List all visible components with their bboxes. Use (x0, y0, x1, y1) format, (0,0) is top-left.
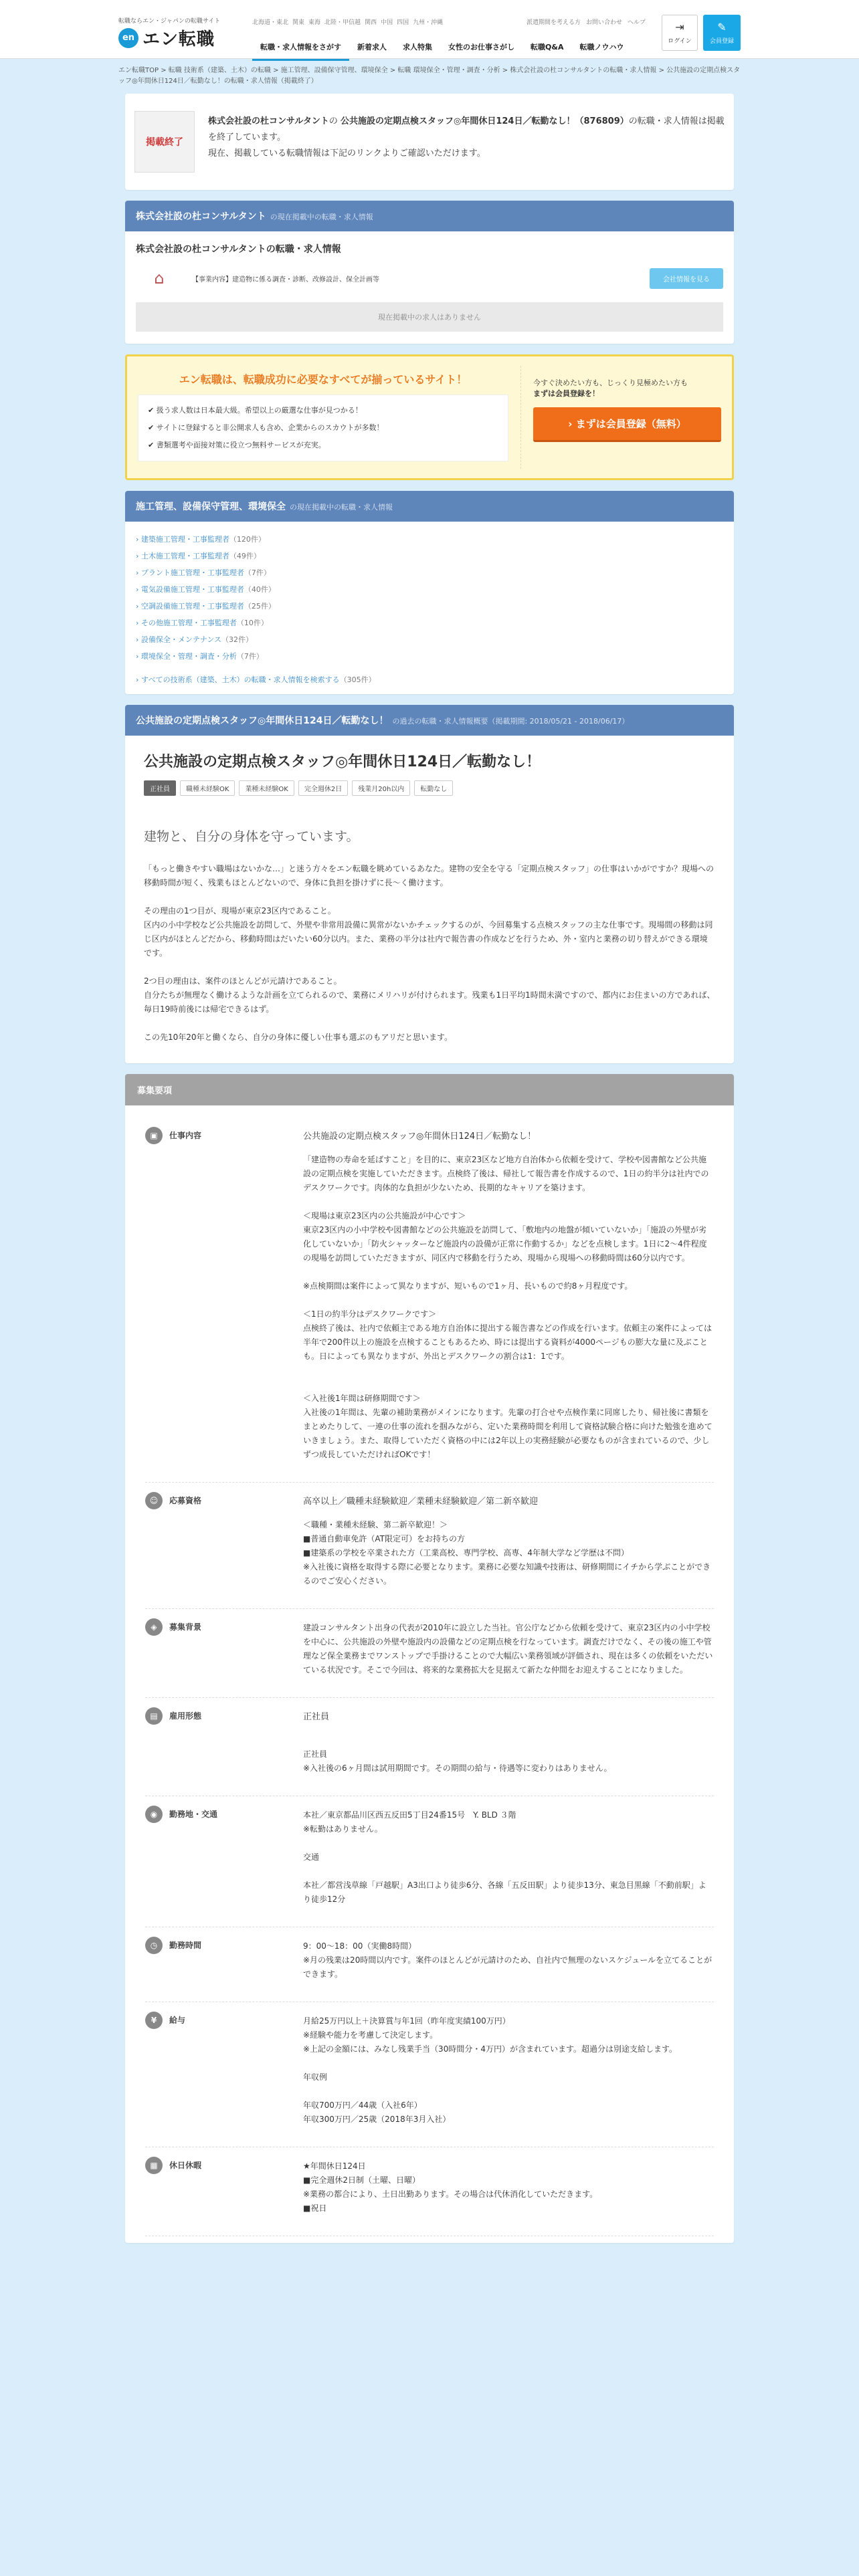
category-label[interactable]: 電気設備施工管理・工事監理者 (140, 585, 244, 594)
promo-title: エン転職は、転職成功に必要なすべてが揃っているサイト！ (179, 373, 468, 386)
employment-icon: ▤ (145, 1707, 163, 1725)
promo-right-line-1: 今すぐ決めたい方も、じっくり見極めたい方も (533, 379, 688, 387)
register-button[interactable] (703, 15, 741, 51)
job-tag: 転勤なし (414, 780, 453, 796)
requirement-label: 仕事内容 (169, 1131, 202, 1140)
job-section-header (125, 705, 734, 736)
requirement-text: ★年間休日124日 ■完全週休2日制（土曜、日曜） ※業務の都合により、土日出勤あります。その場合は代休消化していただきます。 ■祝日 (303, 2161, 598, 2213)
category-label[interactable]: その他施工管理・工事監理者 (140, 619, 237, 627)
promo-right-line-2: まずは会員登録を！ (533, 389, 599, 398)
job-tag: 業種未経験OK (239, 780, 294, 796)
requirement-label: 給与 (169, 2016, 186, 2025)
site-header (0, 0, 859, 59)
closed-text-1: の (328, 116, 338, 126)
requirement-row (145, 2002, 714, 2147)
requirement-text: 本社／東京都品川区西五反田5丁目24番15号 Y. BLD ３階 ※転勤はありません。 交通 本社／都営浅草線「戸越駅」A3出口より徒歩6分、各線「五反田駅」より徒歩13分、東急目黒線「不動前駅」より徒歩12分 (303, 1810, 706, 1904)
requirement-row (145, 1483, 714, 1609)
requirement-lead: 正社員 (303, 1712, 330, 1722)
category-section-title[interactable]: 施工管理、設備保守管理、環境保全 (136, 502, 286, 512)
no-jobs-message: 現在掲載中の求人はありません (136, 302, 723, 332)
category-link[interactable]: › 電気設備施工管理・工事監理者（40件） (136, 585, 276, 594)
requirement-label: 募集背景 (169, 1622, 202, 1632)
category-link[interactable]: › 土木施工管理・工事監理者（49件） (136, 552, 261, 560)
region-link[interactable]: 北海道・東北 (252, 19, 289, 26)
promo-item-text: サイトに登録すると非公開求人も含め、企業からのスカウトが多数！ (156, 423, 384, 432)
nav-item-women[interactable]: 女性のお仕事さがし (448, 43, 514, 51)
region-link[interactable]: 東海 (308, 19, 321, 26)
signup-promo (125, 354, 734, 480)
category-link[interactable]: › 環境保全・管理・調査・分析（7件） (136, 652, 264, 661)
requirement-text: 建設コンサルタント出身の代表が2010年に設立した当社。官公庁などから依頼を受けて、東京23区内の小中学校を中心に、公共施設の外壁や施設内の設備などの定期点検を行なっています。調査だけでなく、その後の施工や管理など保全業務までワンストップで手掛けることので大幅広い業務領域が評価され、現在は多くの依頼をいただいている状況です。そこで今回は、将来的な業務拡大を見据えて新たな仲間をお迎えすることになりました。 (303, 1623, 713, 1675)
logo-tagline: 転職ならエン・ジャパンの転職サイト (118, 18, 221, 25)
check-icon: ✔ (148, 441, 157, 449)
region-link[interactable]: 北陸・甲信越 (324, 19, 361, 26)
top-link[interactable]: ヘルプ (628, 19, 646, 26)
closed-company: 株式会社設の杜コンサルタント (208, 116, 329, 126)
logo-text: エン転職 (142, 29, 215, 49)
requirement-text: ＜職種・業種未経験、第二新卒歓迎！＞ ■普通自動車免許（AT限定可）をお持ちの方 ■建築系の学校を卒業された方（工業高校、専門学校、高専、4年制大学など学歴は不問） ※入社後に資格を取得する際に必要となります。業務に必要な知識や技術は、研修期間にイチから学ぶことができるのでご安心ください。 (303, 1520, 711, 1586)
requirement-row (145, 1796, 714, 1927)
promo-item (148, 437, 498, 454)
clock-icon: ◷ (145, 1937, 163, 1954)
category-link[interactable]: › 設備保全・メンテナンス（32件） (136, 635, 254, 644)
requirement-text: 9：00～18：00（実働8時間） ※月の残業は20時間以内です。案件のほとんどが元請けのため、自社内で無理のないスケジュールを立てることができます。 (303, 1941, 712, 1979)
top-links (527, 17, 646, 26)
category-count: （10件） (236, 619, 268, 627)
category-count: （7件） (236, 652, 264, 661)
breadcrumb[interactable]: エン転職TOP > 転職 技術系（建築、土木）の転職 > 施工管理、設備保守管理、環境保全 > 転職 環境保全・管理・調査・分析 > 株式会社設の杜コンサルタントの転職・求人情報 > 公共施設の定期点検スタッフ◎年間休日124日／転勤なし！の転職・求人情報（掲載終了） (118, 67, 741, 85)
megaphone-icon: ◈ (145, 1618, 163, 1636)
category-link[interactable]: › 空調設備施工管理・工事監理者（25件） (136, 602, 276, 611)
job-tag: 残業月20h以内 (352, 780, 410, 796)
nav-item-qa[interactable]: 転職Q&A (531, 43, 564, 51)
requirement-text: 月給25万円以上＋決算賞与年1回（昨年度実績100万円） ※経験や能力を考慮して決定します。 ※上記の金額には、みなし残業手当（30時間分・4万円）が含まれています。超過分は別途支給します。 年収例 年収700万円／44歳（入社6年） 年収300万円／25歳（2018年3月入社） (303, 2016, 678, 2124)
company-description: 【事業内容】建造物に係る調査・診断、改修設計、保全計画等 (192, 276, 379, 284)
promo-right-text (533, 378, 721, 399)
requirement-lead: 公共施設の定期点検スタッフ◎年間休日124日／転勤なし！ (303, 1132, 537, 1142)
requirement-row (145, 2147, 714, 2236)
closed-text-2: の転職・求人情報は掲載を終了しています。 (208, 116, 725, 142)
region-link[interactable]: 中国 (381, 19, 393, 26)
category-link[interactable]: › その他施工管理・工事監理者（10件） (136, 619, 268, 627)
job-title: 公共施設の定期点検スタッフ◎年間休日124日／転勤なし！ (144, 754, 541, 770)
category-label[interactable]: 設備保全・メンテナンス (140, 635, 222, 644)
company-info-button[interactable]: 会社情報を見る (650, 268, 723, 289)
requirement-row (145, 1117, 714, 1483)
category-section-header (125, 491, 734, 522)
job-tags (144, 780, 715, 796)
requirement-lead: 高卒以上／職種未経験歓迎／業種未経験歓迎／第二新卒歓迎 (303, 1497, 539, 1507)
signup-cta-button[interactable]: › まずは会員登録（無料） (533, 407, 721, 442)
category-section (125, 491, 734, 694)
company-section (125, 201, 734, 344)
briefcase-icon: ▣ (145, 1127, 163, 1144)
requirement-row (145, 1609, 714, 1698)
category-label[interactable]: 建築施工管理・工事監理者 (140, 535, 229, 544)
nav-item-knowhow[interactable]: 転職ノウハウ (579, 43, 624, 51)
all-category-link[interactable]: › すべての技術系（建築、土木）の転職・求人情報を検索する（305件） (136, 675, 376, 684)
region-link[interactable]: 九州・沖縄 (413, 19, 444, 26)
closed-badge: 掲載終了 (134, 111, 195, 173)
closed-text (208, 111, 725, 162)
site-logo[interactable] (118, 25, 215, 50)
check-icon: ✔ (148, 406, 157, 415)
company-section-header (125, 201, 734, 231)
job-tag: 正社員 (144, 780, 176, 796)
job-section-subtitle: の過去の転職・求人情報概要（掲載期間: 2018/05/21 - 2018/06/17） (392, 717, 630, 726)
top-link[interactable]: お問い合わせ (586, 19, 623, 26)
main-nav (252, 39, 632, 61)
calendar-icon: ▦ (145, 2157, 163, 2174)
requirement-row (145, 1927, 714, 2002)
category-link[interactable]: › プラント施工管理・工事監理者（7件） (136, 568, 271, 577)
region-link[interactable]: 関西 (365, 19, 377, 26)
requirement-label: 応募資格 (169, 1496, 202, 1505)
nav-item-search[interactable]: 転職・求人情報をさがす (252, 39, 349, 61)
category-count: （49件） (229, 552, 261, 560)
requirement-label: 雇用形態 (169, 1711, 202, 1721)
logo-mark-icon: en (118, 28, 138, 48)
promo-item-text: 扱う求人数は日本最大級。希望以上の厳選な仕事が見つかる！ (156, 406, 363, 415)
company-logo: ⌂ (154, 269, 165, 288)
requirement-text: 「建造物の寿命を延ばすこと」を目的に、東京23区など地方自治体から依頼を受けて、学校や図書館など公共施設の定期点検を実施していただきます。点検終了後は、帰社して報告書を作成するので、1日の約半分は社内でのデスクワークです。肉体的な負担が少ないため、長期的なキャリアを築けます。 ＜現場は東京23区内の公共施設が中心です＞ 東京23区内の小中学校や図書館などの公共施設を訪問して、「敷地内の地盤が傾いていないか」「施設の外壁が劣化していないか」「防火シャッターなど施設内の設備が正常に作動するか」などを点検します。1日に2～4件程度の現場を訪問していただきますが、同区内で移動を行うため、現場から現場への移動時間は60分以内です。 ※点検期間は案件によって異なりますが、短いもので1ヶ月、長いもので約8ヶ月程度です。 ＜1日の約半分はデスクワークです＞ 点検終了後は、社内で依頼主である地方自治体に提出する報告書などの作成を行います。依頼主の案件によっては半年で200件以上の施設を点検することもあるため、時には提出する資料が4000ページもの膨大な量に及ぶことも。日によっても異なりますが、外出とデスクワークの割合は1：1です。 ＜入社後1年間は研修期間です＞ 入社後の1年間は、先輩の補助業務がメインになります。先輩の打合せや点検作業に同席したり、帰社後に書類をまとめたりして、一連の仕事の流れを掴みながら、定いた業務時間を利用して資格試験合格に向けた勉強を進めていきましょう。また、取得していただく資格の中には2年以上の実務経験が必要なものが含まれているので、少しずつ成長していただければOKです！ (303, 1155, 712, 1459)
category-count: （7件） (244, 568, 271, 577)
requirement-label: 勤務地・交通 (169, 1810, 218, 1819)
closed-job-title: 公共施設の定期点検スタッフ◎年間休日124日／転勤なし！（876809） (341, 116, 629, 126)
job-summary-section (125, 705, 734, 1063)
requirement-row (145, 1698, 714, 1796)
category-count: （40件） (244, 585, 276, 594)
company-section-subtitle: の現在掲載中の転職・求人情報 (270, 213, 373, 221)
job-tag: 完全週休2日 (298, 780, 348, 796)
yen-icon: ¥ (145, 2012, 163, 2029)
region-link[interactable]: 関東 (292, 19, 305, 26)
promo-item-text: 書類選考や面接対策に役立つ無料サービスが充実。 (156, 441, 326, 449)
category-label[interactable]: 土木施工管理・工事監理者 (140, 552, 229, 560)
job-catchphrase: 建物と、自分の身体を守っています。 (144, 829, 359, 844)
login-icon: ⇥ (675, 21, 684, 33)
nav-item-new[interactable]: 新着求人 (357, 43, 387, 51)
requirements-header: 募集要項 (125, 1074, 734, 1105)
requirement-label: 休日休暇 (169, 2161, 202, 2170)
region-links (252, 17, 443, 26)
job-description: 「もっと働きやすい職場はないかな…」と迷う方々をエン転職を眺めているあなた。建物の安全を守る「定期点検スタッフ」の仕事はいかがですか？現場への移動時間が短く、残業もほとんどないので、身体に負担を掛けずに長～く働けます。 その理由の1つ目が、現場が東京23区内であること。 区内の小中学校など公共施設を訪問して、外壁や非常用設備に異常がないかチェックするのが、今回募集する点検スタッフの主な仕事です。現場間の移動は同じ区内がほとんどだから、移動時間はだいたい60分以内。また、業務の半分は社内で報告書の作成などを行うため、外・室内と業務の切り替えができる環境です。 2つ目の理由は、案件のほとんどが元請けであること。 自分たちが無理なく働けるような計画を立てられるので、業務にメリハリが付けられます。残業も1日平均1時間未満ですので、都内にお住まいの方であれば、毎日19時前後には帰宅できるはず。 この先10年20年と働くなら、自分の身体に優しい仕事も選ぶのもアリだと思います。 (144, 864, 715, 1042)
check-icon: ✔ (148, 423, 157, 432)
category-count: （120件） (229, 535, 266, 544)
nav-item-feature[interactable]: 求人特集 (403, 43, 432, 51)
login-label: ログイン (668, 38, 692, 45)
requirement-text: 正社員 ※入社後の6ヶ月間は試用期間です。その期間の給与・待遇等に変わりはありません。 (303, 1749, 612, 1773)
category-label[interactable]: 空調設備施工管理・工事監理者 (140, 602, 244, 611)
category-count: （32件） (221, 635, 254, 644)
promo-item (148, 419, 498, 437)
category-label[interactable]: 環境保全・管理・調査・分析 (140, 652, 237, 661)
requirements-section (125, 1074, 734, 2243)
category-label[interactable]: プラント施工管理・工事監理者 (140, 568, 244, 577)
closed-notice (125, 94, 734, 190)
all-category-count: （305件） (339, 675, 376, 684)
category-section-subtitle: の現在掲載中の転職・求人情報 (290, 503, 393, 512)
login-button[interactable] (662, 15, 698, 51)
company-title: 株式会社設の杜コンサルタントの転職・求人情報 (136, 244, 341, 255)
category-count: （25件） (244, 602, 276, 611)
register-label: 会員登録 (709, 38, 734, 45)
top-link[interactable]: 派遣期間を考える方 (527, 19, 581, 26)
job-tag: 職種未経験OK (180, 780, 235, 796)
location-icon: ◉ (145, 1806, 163, 1823)
company-section-title[interactable]: 株式会社設の杜コンサルタント (136, 211, 266, 222)
category-link[interactable]: › 建築施工管理・工事監理者（120件） (136, 535, 266, 544)
promo-item (148, 402, 498, 419)
requirement-label: 勤務時間 (169, 1941, 202, 1950)
region-link[interactable]: 四国 (397, 19, 409, 26)
closed-text-3: 現在、掲載している転職情報は下記のリンクよりご確認いただけます。 (208, 148, 486, 158)
promo-list (138, 395, 508, 461)
all-category-label[interactable]: すべての技術系（建築、土木）の転職・求人情報を検索する (140, 675, 340, 684)
pencil-icon: ✎ (717, 21, 727, 33)
person-icon: ☺ (145, 1492, 163, 1509)
job-section-title: 公共施設の定期点検スタッフ◎年間休日124日／転勤なし！ (136, 716, 389, 726)
